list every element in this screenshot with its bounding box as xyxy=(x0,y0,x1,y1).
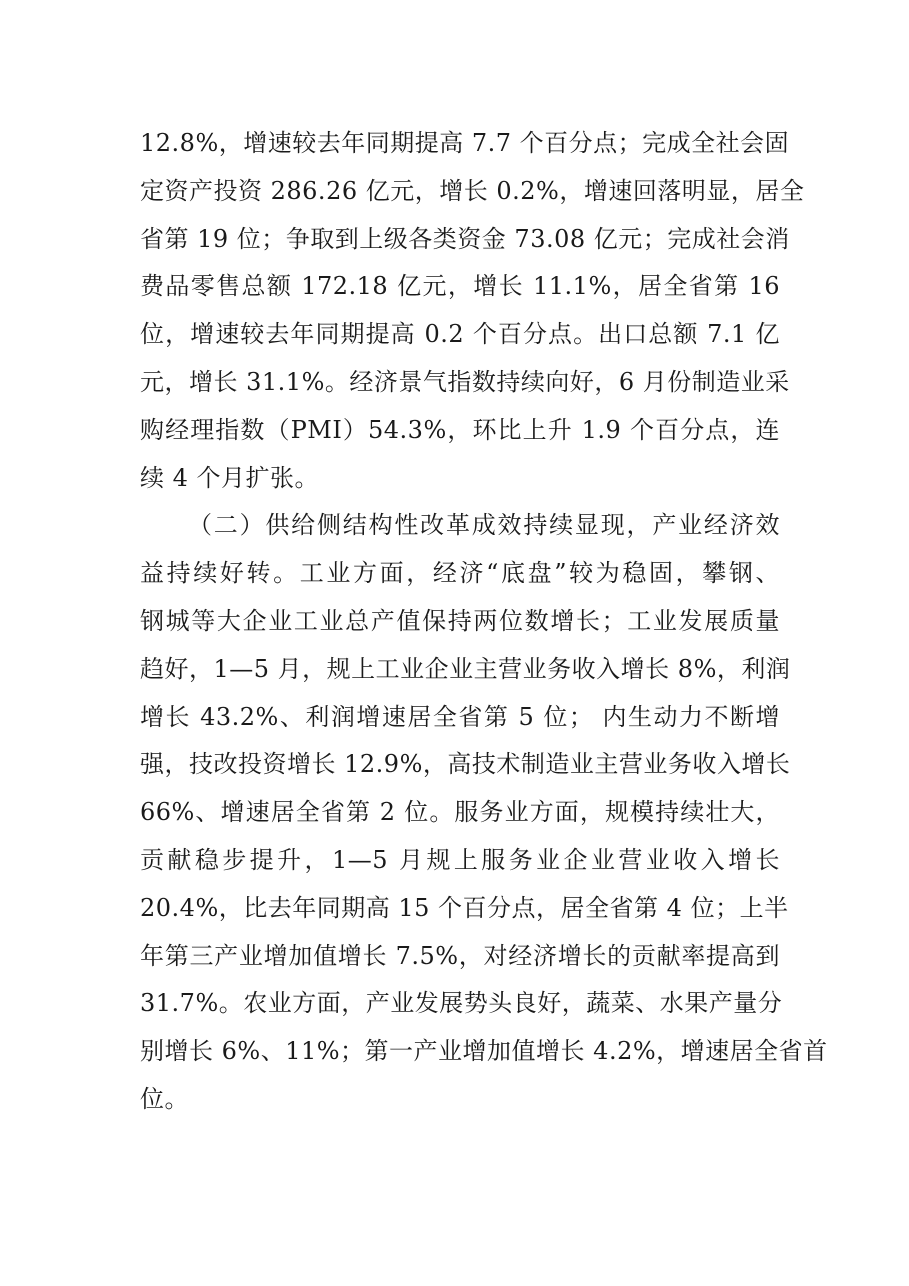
paragraph-line: 益持续好转。工业方面，经济“底盘”较为稳固，攀钢、 xyxy=(140,559,780,588)
paragraph-1 xyxy=(140,120,805,502)
paragraph-line: 贡献稳步提升，1—5 月规上服务业企业营业收入增长 xyxy=(140,845,780,874)
paragraph-line: （二）供给侧结构性改革成效持续显现，产业经济效 xyxy=(188,511,780,540)
paragraph-line: 年第三产业增加值增长 7.5%，对经济增长的贡献率提高到 xyxy=(140,941,780,970)
paragraph-line: 31.7%。农业方面，产业发展势头良好，蔬菜、水果产量分 xyxy=(140,989,783,1018)
paragraph-line: 续 4 个月扩张。 xyxy=(140,463,320,492)
paragraph-line: 趋好，1—5 月，规上工业企业主营业务收入增长 8%，利润 xyxy=(140,654,791,683)
paragraph-line: 位。 xyxy=(140,1084,189,1113)
paragraph-line: 增长 43.2%、利润增速居全省第 5 位； 内生动力不断增 xyxy=(140,702,780,731)
document-body xyxy=(140,120,828,1124)
paragraph-line: 别增长 6%、11%；第一产业增加值增长 4.2%，增速居全省首 xyxy=(140,1037,828,1066)
paragraph-line: 12.8%，增速较去年同期提高 7.7 个百分点；完成全社会固 xyxy=(140,129,790,157)
paragraph-line: 定资产投资 286.26 亿元，增长 0.2%，增速回落明显，居全 xyxy=(140,176,805,205)
paragraph-line: 元，增长 31.1%。经济景气指数持续向好，6 月份制造业采 xyxy=(140,367,790,396)
paragraph-line: 省第 19 位；争取到上级各类资金 73.08 亿元；完成社会消 xyxy=(140,224,790,253)
paragraph-line: 66%、增速居全省第 2 位。服务业方面，规模持续壮大， xyxy=(140,798,780,827)
paragraph-line: 钢城等大企业工业总产值保持两位数增长；工业发展质量 xyxy=(140,606,780,635)
paragraph-line: 费品零售总额 172.18 亿元，增长 11.1%，居全省第 16 xyxy=(140,272,780,301)
paragraph-2 xyxy=(140,502,828,1123)
paragraph-line: 位，增速较去年同期提高 0.2 个百分点。出口总额 7.1 亿 xyxy=(140,320,780,349)
paragraph-line: 20.4%，比去年同期高 15 个百分点，居全省第 4 位；上半 xyxy=(140,893,789,922)
paragraph-line: 购经理指数（PMI）54.3%，环比上升 1.9 个百分点，连 xyxy=(140,415,780,444)
paragraph-line: 强，技改投资增长 12.9%，高技术制造业主营业务收入增长 xyxy=(140,750,791,779)
